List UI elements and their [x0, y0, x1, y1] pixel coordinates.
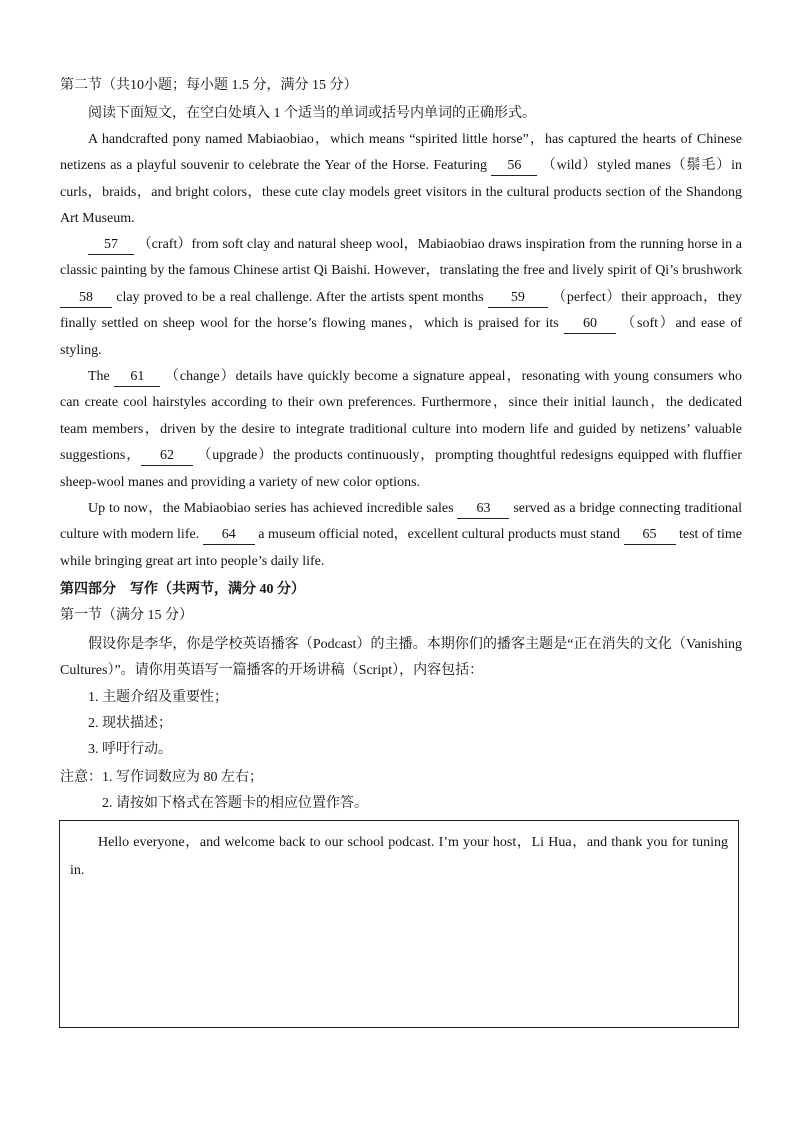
- text: clay proved to be a real challenge. After the artists spent months: [112, 289, 488, 305]
- blank-65: 65: [624, 526, 676, 545]
- text: （change）details have quickly become a signature appeal，resonating with young consumers who can create cool hairstyles according to their own preferences. Furthermore，since their initial launch，the dedicated team members，driven by the desire to integrate traditional culture into modern life and guided by netizens’ valuable suggestions，: [60, 369, 743, 464]
- text: The: [88, 369, 115, 384]
- text: （wild）styled manes（鬃毛）in curls，braids，and bright colors，these cute clay models greet visitors in the cultural products section of the Shandong Art Museum.: [60, 158, 742, 227]
- section-1-title: 第一节（满分 15 分）: [60, 608, 193, 623]
- requirement-3: 3. 呼吁行动。: [88, 742, 172, 757]
- passage-paragraph-4: [60, 496, 742, 575]
- requirement-2: 2. 现状描述；: [88, 716, 172, 731]
- answer-opening-text: Hello everyone，and welcome back to our school podcast. I’m your host，Li Hua，and thank you for tuning in.: [70, 835, 728, 878]
- text: a museum official noted，excellent cultural products must stand: [254, 527, 624, 543]
- text: （soft）and ease of styling.: [60, 316, 742, 358]
- text: test of time while bringing great art into people’s daily life.: [60, 527, 743, 569]
- passage-paragraph-2: [60, 232, 742, 364]
- passage-paragraph-1: [60, 127, 742, 233]
- passage-paragraph-3: [60, 364, 742, 496]
- blank-60: 60: [564, 315, 616, 334]
- blank-61: 61: [114, 368, 160, 387]
- requirement-1: 1. 主题介绍及重要性；: [88, 690, 228, 705]
- blank-57: 57: [88, 236, 134, 255]
- text: A handcrafted pony named Mabiaobiao，which means “spirited little horse”，has captured the hearts of Chinese netizens as a playful souvenir to celebrate the Year of the Horse. Featuring: [60, 132, 742, 174]
- section-2-title: 第二节（共10小题；每小题 1.5 分，满分 15 分）: [60, 78, 358, 93]
- text: （upgrade）the products continuously，prompting thoughtful redesigns equipped with fluffier sheep-wool manes and providing a variety of new color options.: [60, 448, 742, 490]
- blank-64: 64: [203, 526, 255, 545]
- blank-56: 56: [491, 157, 537, 176]
- text: served as a bridge connecting traditional culture with modern life.: [60, 501, 742, 543]
- instruction: 阅读下面短文，在空白处填入 1 个适当的单词或括号内单词的正确形式。: [88, 106, 536, 121]
- note-2: 2. 请按如下格式在答题卡的相应位置作答。: [102, 796, 368, 811]
- blank-62: 62: [141, 447, 193, 466]
- blank-59: 59: [488, 289, 548, 308]
- blank-63: 63: [457, 500, 509, 519]
- text: Up to now，the Mabiaobiao series has achieved incredible sales: [88, 501, 458, 516]
- text: （perfect）their approach，they finally settled on sheep wool for the horse’s flowing manes，which is praised for its: [60, 289, 742, 332]
- answer-box[interactable]: [59, 820, 739, 1028]
- part-4-title: 第四部分 写作（共两节，满分 40 分）: [60, 582, 305, 597]
- blank-58: 58: [60, 289, 112, 308]
- note-1: 注意：1. 写作词数应为 80 左右；: [60, 770, 263, 785]
- writing-prompt: 假设你是李华，你是学校英语播客（Podcast）的主播。本期你们的播客主题是“正在消失的文化（Vanishing Cultures）”。请你用英语写一篇播客的开场讲稿（Script），内容包括：: [60, 637, 742, 678]
- text: （craft）from soft clay and natural sheep wool，Mabiaobiao draws inspiration from the running horse in a classic painting by the famous Chinese artist Qi Baishi. However，translating the free and lively spirit of Qi’s brushwork: [60, 237, 742, 279]
